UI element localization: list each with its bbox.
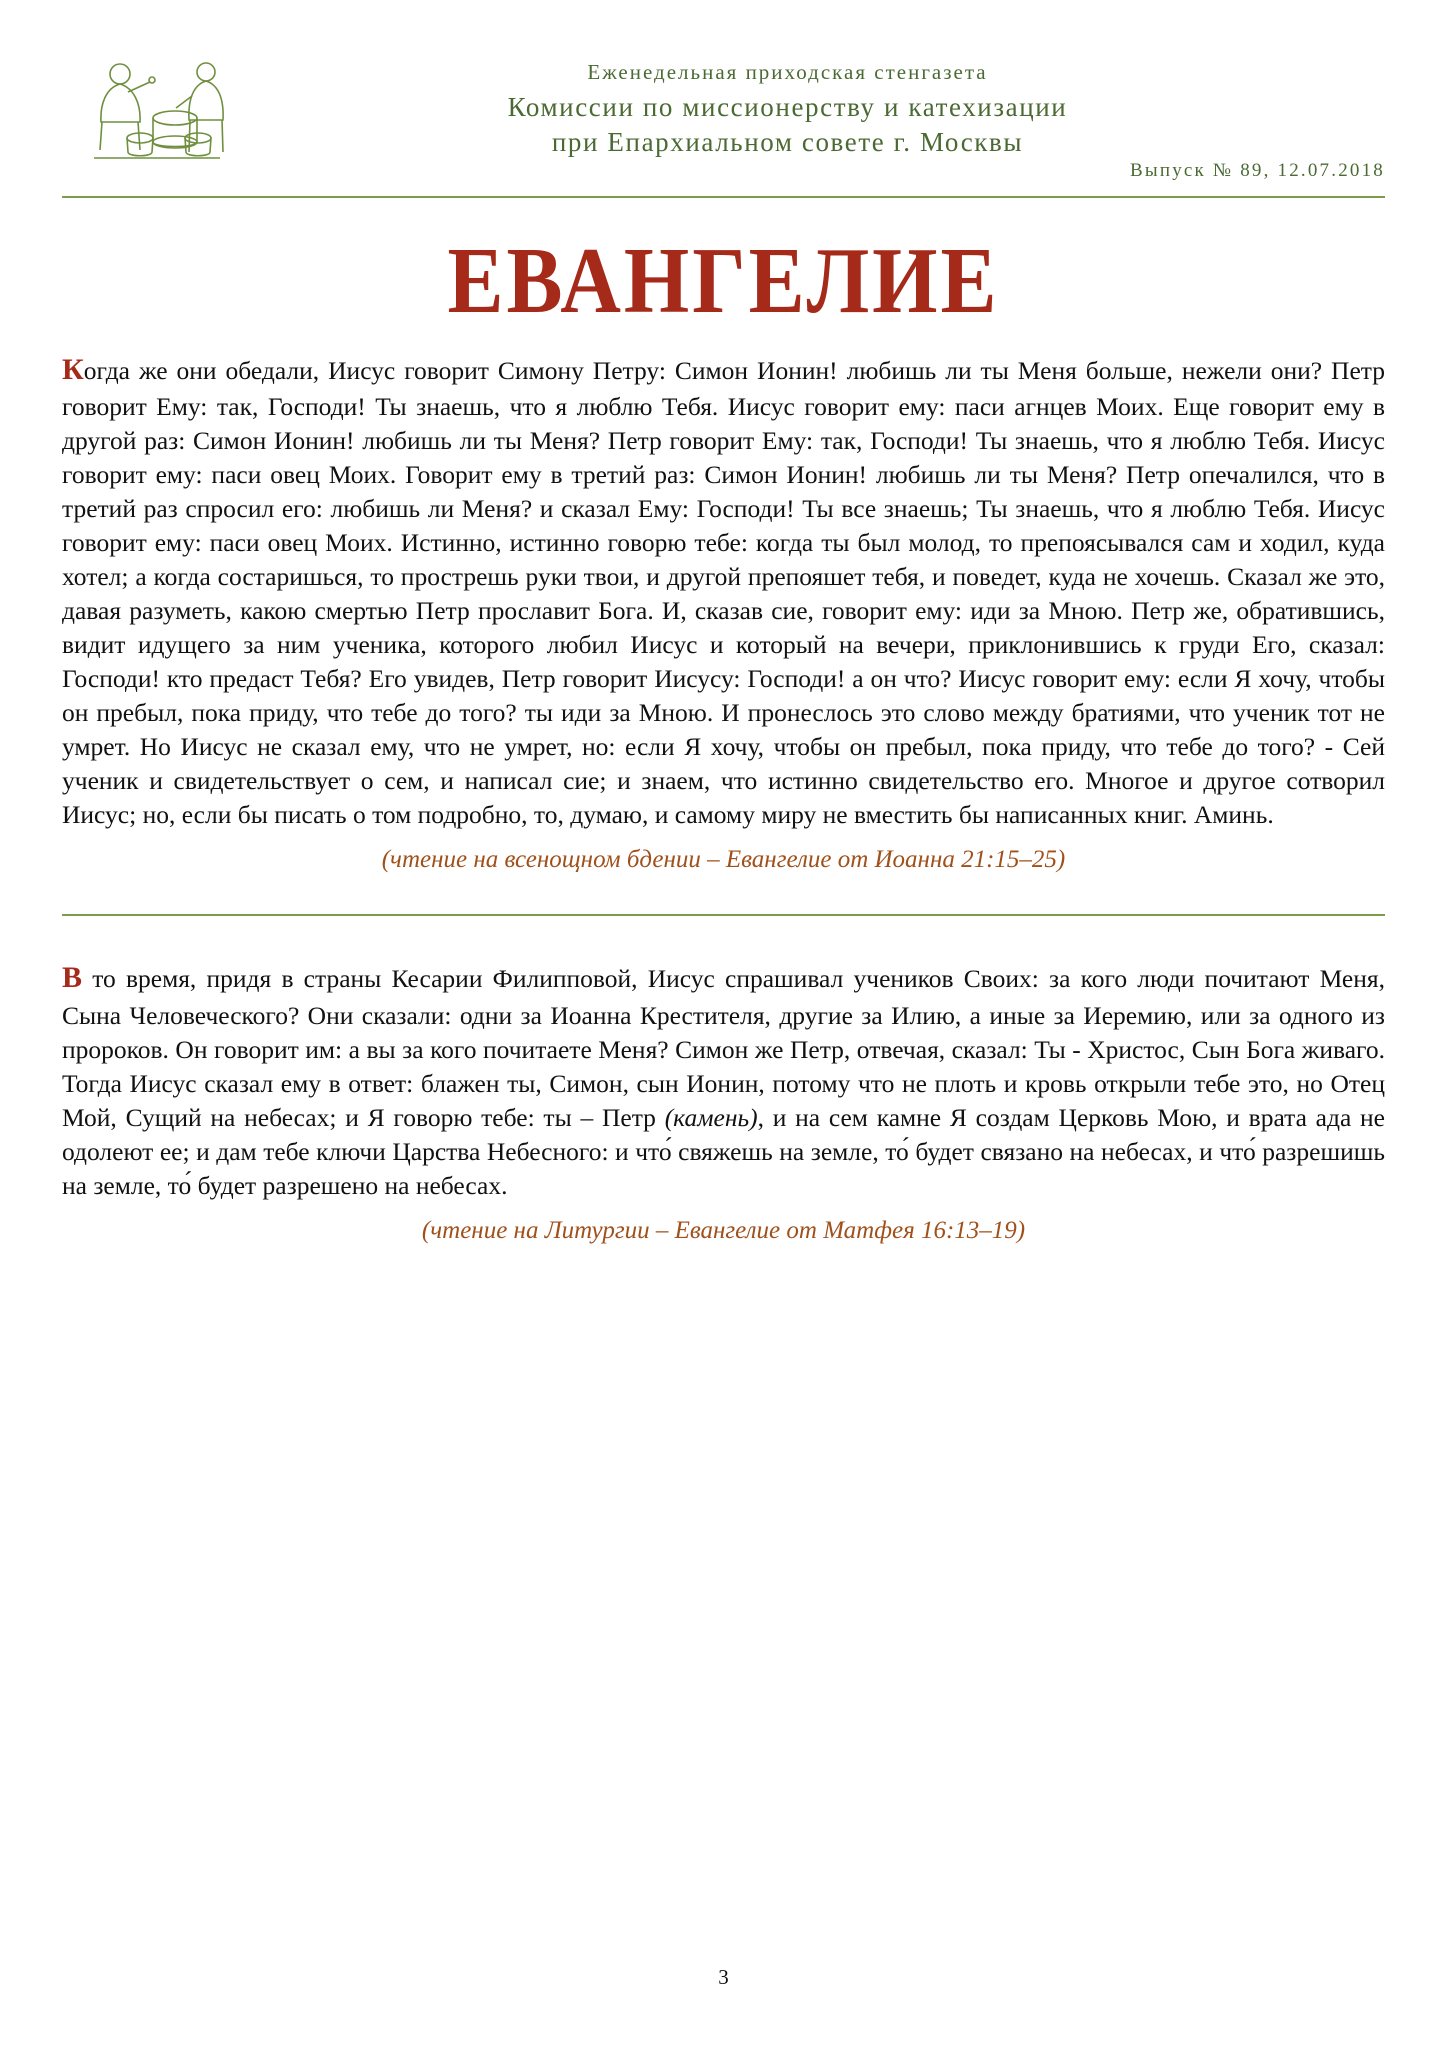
page-title: ЕВАНГЕЛИЕ <box>447 229 1000 334</box>
dropcap-first: К <box>62 353 84 386</box>
dropcap-second: В <box>62 961 83 995</box>
reading-first-attribution: (чтение на всенощном бдении – Евангелие от Иоанна 21:15–25) <box>381 846 1066 874</box>
reading-second <box>62 958 1385 1202</box>
issue-number: Выпуск № 89, 12.07.2018 <box>1130 160 1385 181</box>
masthead-text <box>230 48 1385 158</box>
masthead-line-2: Комиссии по миссионерству и катехизации <box>507 92 1068 122</box>
reading-first <box>62 350 1385 832</box>
section-divider <box>62 914 1385 916</box>
masthead <box>62 48 1385 196</box>
page-number: 3 <box>718 1965 729 1989</box>
reading-second-text-part2: , и на сем камне Я создам Церковь Мою, и врата ада не одолеют ее; и дам тебе ключи Царства Небесного: и что́ свяжешь на земле, то́ будет связано на небесах, и что́ разрешишь на земле, то́ будет разрешено на небесах. <box>62 1102 1385 1200</box>
reading-first-text: огда же они обедали, Иисус говорит Симону Петру: Симон Ионин! любишь ли ты Меня больше, нежели они? Петр говорит Ему: так, Господи! Ты знаешь, что я люблю Тебя. Иисус говорит ему: паси агнцев Моих. Еще говорит ему в другой раз: Симон Ионин! любишь ли ты Меня? Петр говорит Ему: так, Господи! Ты знаешь, что я люблю Тебя. Иисус говорит ему: паси овец Моих. Говорит ему в третий раз: Симон Ионин! любишь ли ты Меня? Петр опечалился, что в третий раз спросил его: любишь ли Меня? и сказал Ему: Господи! Ты все знаешь; Ты знаешь, что я люблю Тебя. Иисус говорит ему: паси овец Моих. Истинно, истинно говорю тебе: когда ты был молод, то препоясывался сам и ходил, куда хотел; а когда состаришься, то прострешь руки твои, и другой препояшет тебя, и поведет, куда не хочешь. Сказал же это, давая разуметь, какою смертью Петр прославит Бога. И, сказав сие, говорит ему: иди за Мною. Петр же, обратившись, видит идущего за ним ученика, которого любил Иисус и который на вечери, приклонившись к груди Его, сказал: Господи! кто предаст Тебя? Его увидев, Петр говорит Иисусу: Господи! а он что? Иисус говорит ему: если Я хочу, чтобы он пребыл, пока приду, что тебе до того? ты иди за Мною. И пронеслось это слово между братиями, что ученик тот не умрет. Но Иисус не сказал ему, что не умрет, но: если Я хочу, чтобы он пребыл, пока приду, что тебе до того? - Сей ученик и свидетельствует о сем, и написал сие; и знаем, что истинно свидетельство его. Многое и другое сотворил Иисус; но, если бы писать о том подробно, то, думаю, и самому миру не вместить бы написанных книг. Аминь. <box>62 356 1385 830</box>
christ-and-apostles-icon <box>80 52 230 172</box>
reading-second-text-part1: то время, придя в страны Кесарии Филипповой, Иисус спрашивал учеников Своих: за кого люди почитают Меня, Сына Человеческого? Они сказали: одни за Иоанна Крестителя, другие за Илию, а иные за Иеремию, или за одного из пророков. Он говорит им: а вы за кого почитаете Меня? Симон же Петр, отвечая, сказал: Ты - Христос, Сын Бога живаго. Тогда Иисус сказал ему в ответ: блажен ты, Симон, сын Ионин, потому что не плоть и кровь открыли тебе это, но Отец Мой, Сущий на небесах; и Я говорю тебе: ты – Петр <box>62 964 1385 1132</box>
masthead-line-1: Еженедельная приходская стенгазета <box>587 60 988 84</box>
reading-second-attribution: (чтение на Литургии – Евангелие от Матфея 16:13–19) <box>421 1216 1026 1244</box>
masthead-line-3: при Епархиальном совете г. Москвы <box>551 127 1024 157</box>
header-divider <box>62 196 1385 198</box>
reading-second-gloss: (камень) <box>664 1102 758 1132</box>
